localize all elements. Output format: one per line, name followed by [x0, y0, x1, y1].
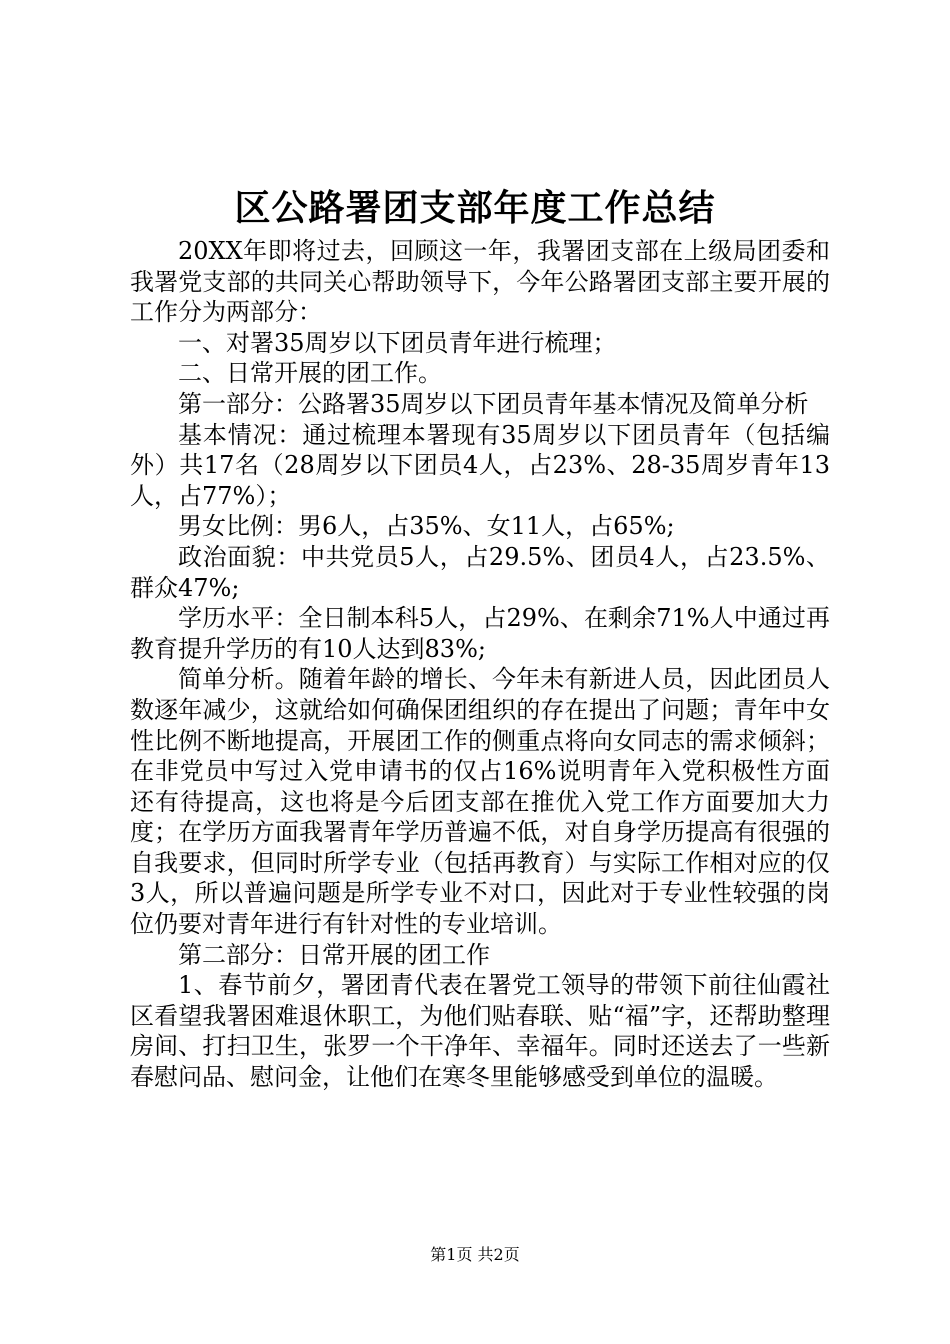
- paragraph-education: 学历水平：全日制本科5人，占29%、在剩余71%人中通过再教育提升学历的有10人达到83%;: [130, 604, 830, 663]
- section-one-heading: 第一部分：公路署35周岁以下团员青年基本情况及简单分析: [178, 389, 809, 418]
- section-two-heading: 第二部分：日常开展的团工作: [178, 940, 490, 969]
- page-indicator: 第1页 共2页: [430, 1245, 520, 1264]
- paragraph-gender-ratio: 男女比例：男6人，占35%、女11人，占65%;: [178, 512, 675, 541]
- paragraph-political-status: 政治面貌：中共党员5人，占29.5%、团员4人，占23.5%、群众47%;: [130, 542, 830, 602]
- paragraph-item-two: 二、日常开展的团工作。: [178, 359, 442, 388]
- document-body: [130, 236, 830, 1093]
- paragraph-item-one: 一、对署35周岁以下团员青年进行梳理；: [178, 328, 617, 357]
- paragraph-intro: 20XX年即将过去，回顾这一年，我署团支部在上级局团委和我署党支部的共同关心帮助领导下，今年公路署团支部主要开展的工作分为两部分：: [130, 237, 830, 327]
- paragraph-analysis: 简单分析。随着年龄的增长、今年未有新进人员，因此团员人数逐年减少，这就给如何确保团组织的存在提出了问题；青年中女性比例不断地提高，开展团工作的侧重点将向女同志的需求倾斜；在非党员中写过入党申请书的仅占16%说明青年入党积极性方面还有待提高，这也将是今后团支部在推优入党工作方面要加大力度；在学历方面我署青年学历普遍不低，对自身学历提高有很强的自我要求，但同时所学专业（包括再教育）与实际工作相对应的仅3人，所以普遍问题是所学专业不对口，因此对于专业性较强的岗位仍要对青年进行有针对性的专业培训。: [130, 665, 830, 939]
- paragraph-spring-festival: 1、春节前夕，署团青代表在署党工领导的带领下前往仙霞社区看望我署困难退休职工，为他们贴春联、贴“福”字，还帮助整理房间、打扫卫生，张罗一个干净年、幸福年。同时还送去了一些新春慰问品、慰问金，让他们在寒冬里能够感受到单位的温暖。: [130, 971, 830, 1092]
- paragraph-basic-info: 基本情况：通过梳理本署现有35周岁以下团员青年（包括编外）共17名（28周岁以下团员4人，占23%、28-35周岁青年13人，占77%）；: [130, 420, 830, 510]
- document-title: 区公路署团支部年度工作总结: [234, 187, 716, 229]
